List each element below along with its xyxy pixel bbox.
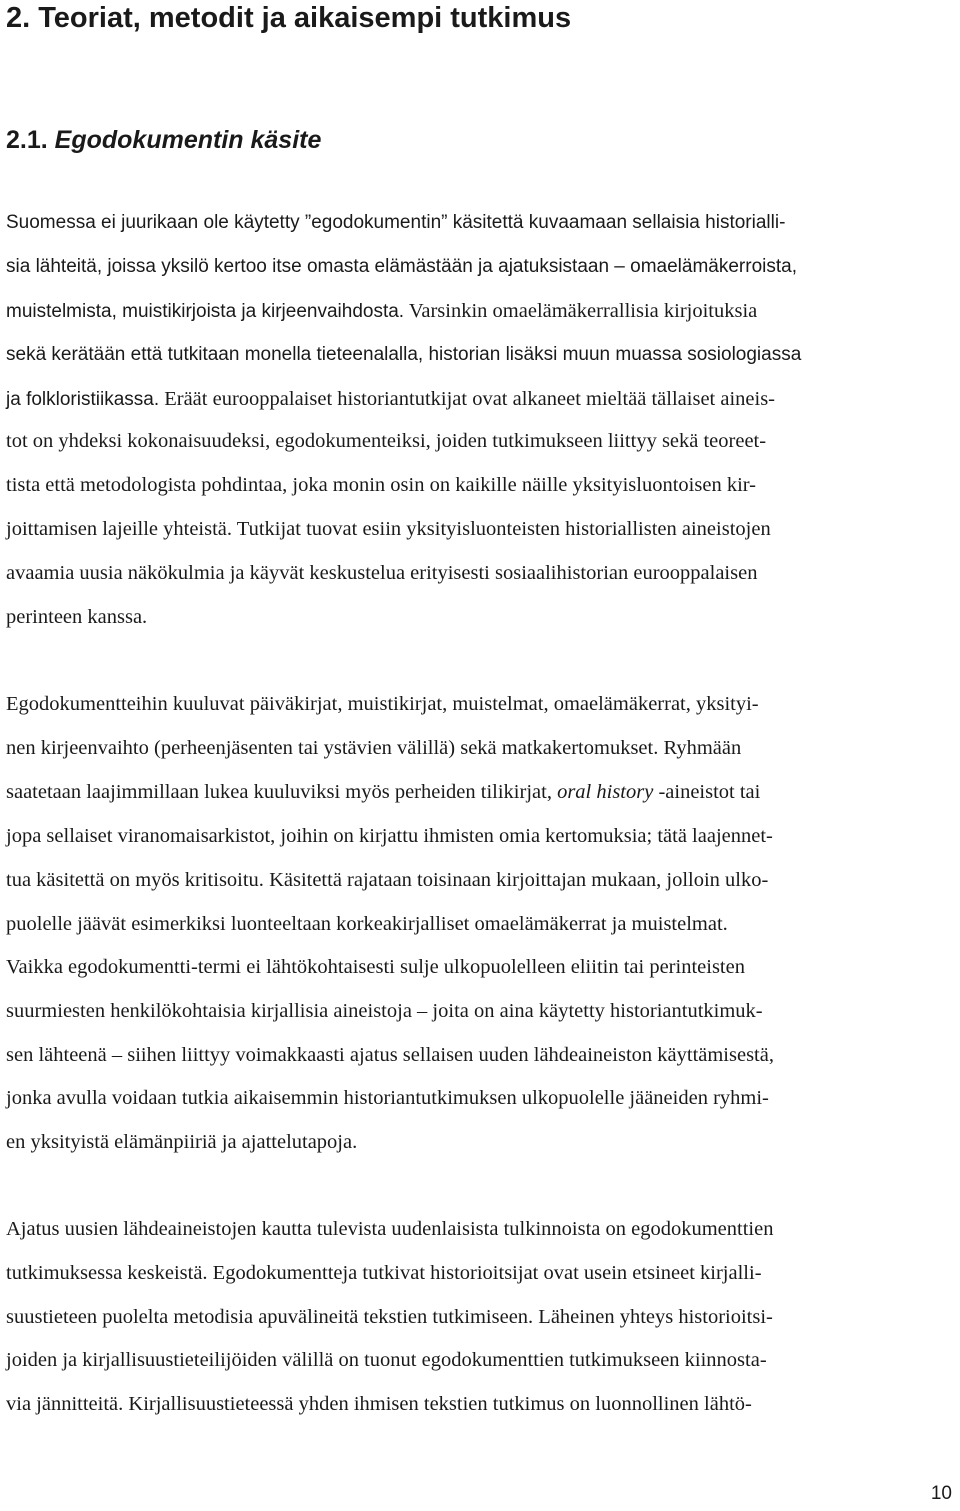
text-run: joittamisen lajeille yhteistä. (6, 518, 233, 540)
section-title: Egodokumentin käsite (54, 126, 322, 154)
text-line: Vaikka egodokumentti-termi ei lähtökohtaisesti sulje ulkopuolelleen eliitin tai perinteisten (6, 956, 745, 978)
text-line: sekä kerätään että tutkitaan monella tieteenalalla, historian lisäksi muun muassa sosiologiassa (6, 344, 802, 365)
text-line (6, 865, 768, 895)
chapter-title: 2. Teoriat, metodit ja aikaisempi tutkimus (6, 2, 572, 34)
text-run: -aineistot tai (653, 781, 761, 803)
text-line (6, 296, 757, 327)
text-line: sen lähteenä – siihen liittyy voimakkaasti ajatus sellaisen uuden lähdeaineiston käyttämisestä, (6, 1044, 774, 1066)
text-line (6, 733, 741, 763)
text-run: Ryhmään (658, 737, 742, 759)
text-line: avaamia uusia näkökulmia ja käyvät keskustelua erityisesti sosiaalihistorian eurooppalaisen (6, 562, 758, 584)
text-line: tista että metodologista pohdintaa, joka monin osin on kaikille näille yksityisluontoisen kir- (6, 474, 757, 496)
text-line: Suomessa ei juurikaan ole käytetty ”egodokumentin” käsitettä kuvaamaan sellaisia historialli- (6, 212, 786, 233)
text-line: suurmiesten henkilökohtaisia kirjallisia aineistoja – joita on aina käytetty historiantutkimuk- (6, 1000, 763, 1022)
text-line: joiden ja kirjallisuustieteilijöiden välillä on tuonut egodokumenttien tutkimukseen kiinnosta- (6, 1349, 767, 1371)
section-number: 2.1. (6, 126, 48, 154)
text-run: saatetaan laajimmillaan lukea kuuluviksi myös perheiden tilikirjat, (6, 781, 558, 803)
text-line: jonka avulla voidaan tutkia aikaisemmin historiantutkimuksen ulkopuolelle jääneiden ryhmi- (6, 1087, 769, 1109)
text-line: tutkimuksessa keskeistä. Egodokumentteja tutkivat historioitsijat ovat usein etsineet kirjalli- (6, 1262, 762, 1284)
text-run: Käsitettä rajataan toisinaan kirjoittajan mukaan, jolloin ulko- (263, 869, 769, 891)
text-run: muistelmista, muistikirjoista ja kirjeenvaihdosta. (6, 301, 405, 322)
text-line: tot on yhdeksi kokonaisuudeksi, egodokumenteiksi, joiden tutkimukseen liittyy sekä teoreet- (6, 430, 767, 452)
text-run: ja folkloristiikassa. (6, 389, 160, 410)
text-line: suustieteen puolelta metodisia apuvälineitä tekstien tutkimiseen. Läheinen yhteys historioitsi- (6, 1306, 773, 1328)
text-run: Varsinkin omaelämäkerrallisia kirjoituksia (404, 300, 758, 322)
text-line: perinteen kanssa. (6, 606, 148, 628)
text-run: Eräät eurooppalaiset historiantutkijat ovat alkaneet mieltää tällaiset aineis- (159, 388, 776, 410)
text-line: puolelle jäävät esimerkiksi luonteeltaan korkeakirjalliset omaelämäkerrat ja muistelmat. (6, 913, 728, 935)
text-line: jopa sellaiset viranomaisarkistot, joihin on kirjattu ihmisten omia kertomuksia; tätä laajennet- (6, 825, 773, 847)
text-line: Egodokumentteihin kuuluvat päiväkirjat, muistikirjat, muistelmat, omaelämäkerrat, yksityi- (6, 693, 759, 715)
text-line (6, 514, 771, 544)
text-run-italic: oral history (557, 781, 654, 803)
text-run: Tutkijat tuovat esiin yksityisluonteisten historiallisten aineistojen (232, 518, 771, 540)
text-run: nen kirjeenvaihto (perheenjäsenten tai ystävien välillä) sekä matkakertomukset. (6, 737, 659, 759)
text-line (6, 384, 775, 415)
text-line: en yksityistä elämänpiiriä ja ajattelutapoja. (6, 1131, 358, 1153)
page-number: 10 (930, 1483, 952, 1504)
text-line: sia lähteitä, joissa yksilö kertoo itse omasta elämästään ja ajatuksistaan – omaelämäkerroista, (6, 256, 797, 277)
text-line (6, 777, 760, 807)
section-heading (6, 122, 321, 158)
text-run: tua käsitettä on myös kritisoitu. (6, 869, 264, 891)
text-line: via jännitteitä. Kirjallisuustieteessä yhden ihmisen tekstien tutkimus on luonnollinen lähtö- (6, 1393, 752, 1415)
text-line: Ajatus uusien lähdeaineistojen kautta tulevista uudenlaisista tulkinnoista on egodokumenttien (6, 1218, 774, 1240)
